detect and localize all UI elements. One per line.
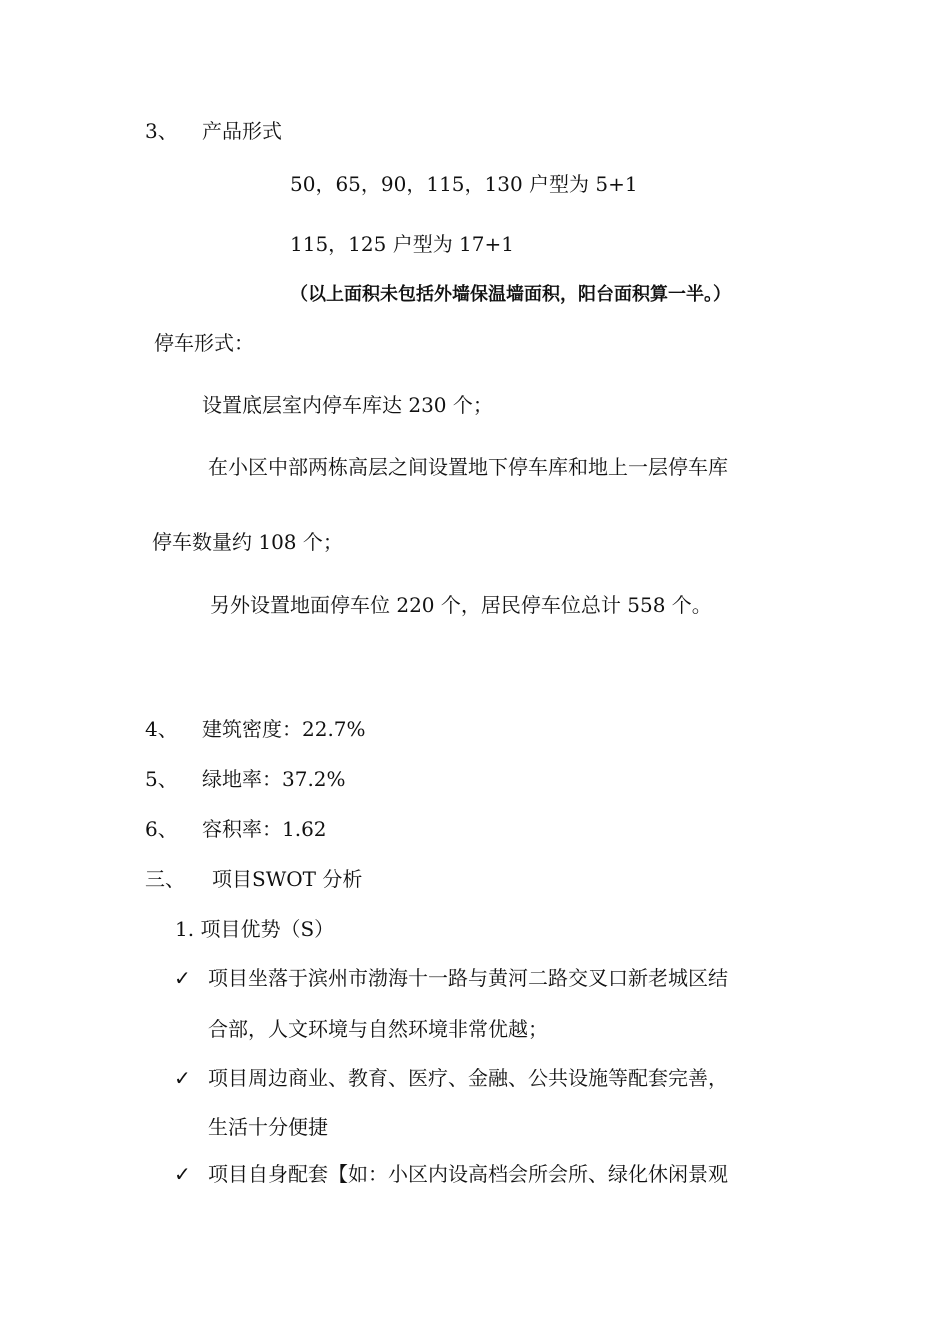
indicator-text: 容积率：1.62 [202, 817, 327, 841]
parking-line: 另外设置地面停车位 220 个，居民停车位总计 558 个。 [210, 593, 712, 617]
indicator-text: 建筑密度：22.7% [202, 717, 366, 741]
parking-heading: 停车形式： [154, 331, 254, 355]
indicator-number: 4、 [145, 717, 178, 741]
parking-line: 停车数量约 108 个； [152, 530, 343, 554]
chapter-number: 三、 [145, 867, 185, 891]
bullet-line: 生活十分便捷 [208, 1115, 328, 1139]
bullet-line: 合部，人文环境与自然环境非常优越； [208, 1017, 548, 1041]
parking-line: 在小区中部两栋高层之间设置地下停车库和地上一层停车库 [208, 455, 728, 479]
check-icon: ✓ [174, 1066, 191, 1090]
check-icon: ✓ [174, 1162, 191, 1186]
indicator-number: 5、 [145, 767, 178, 791]
section-number: 3、 [145, 119, 178, 143]
bullet-line: 项目自身配套【如：小区内设高档会所会所、绿化休闲景观 [208, 1162, 728, 1186]
chapter-heading: 项目SWOT 分析 [212, 867, 363, 891]
unit-types-line: 50，65，90，115，130 户型为 5+1 [290, 172, 638, 196]
bullet-line: 项目坐落于滨州市渤海十一路与黄河二路交叉口新老城区结 [208, 966, 728, 990]
check-icon: ✓ [174, 966, 191, 990]
indicator-text: 绿地率：37.2% [202, 767, 346, 791]
sub-heading: 1. 项目优势（S） [175, 917, 335, 941]
unit-types-line: 115，125 户型为 17+1 [290, 232, 514, 256]
section-heading: 产品形式 [202, 119, 282, 143]
parking-line: 设置底层室内停车库达 230 个； [202, 393, 493, 417]
area-note: （以上面积未包括外墙保温墙面积，阳台面积算一半。） [290, 284, 731, 305]
indicator-number: 6、 [145, 817, 178, 841]
bullet-line: 项目周边商业、教育、医疗、金融、公共设施等配套完善， [208, 1066, 728, 1090]
